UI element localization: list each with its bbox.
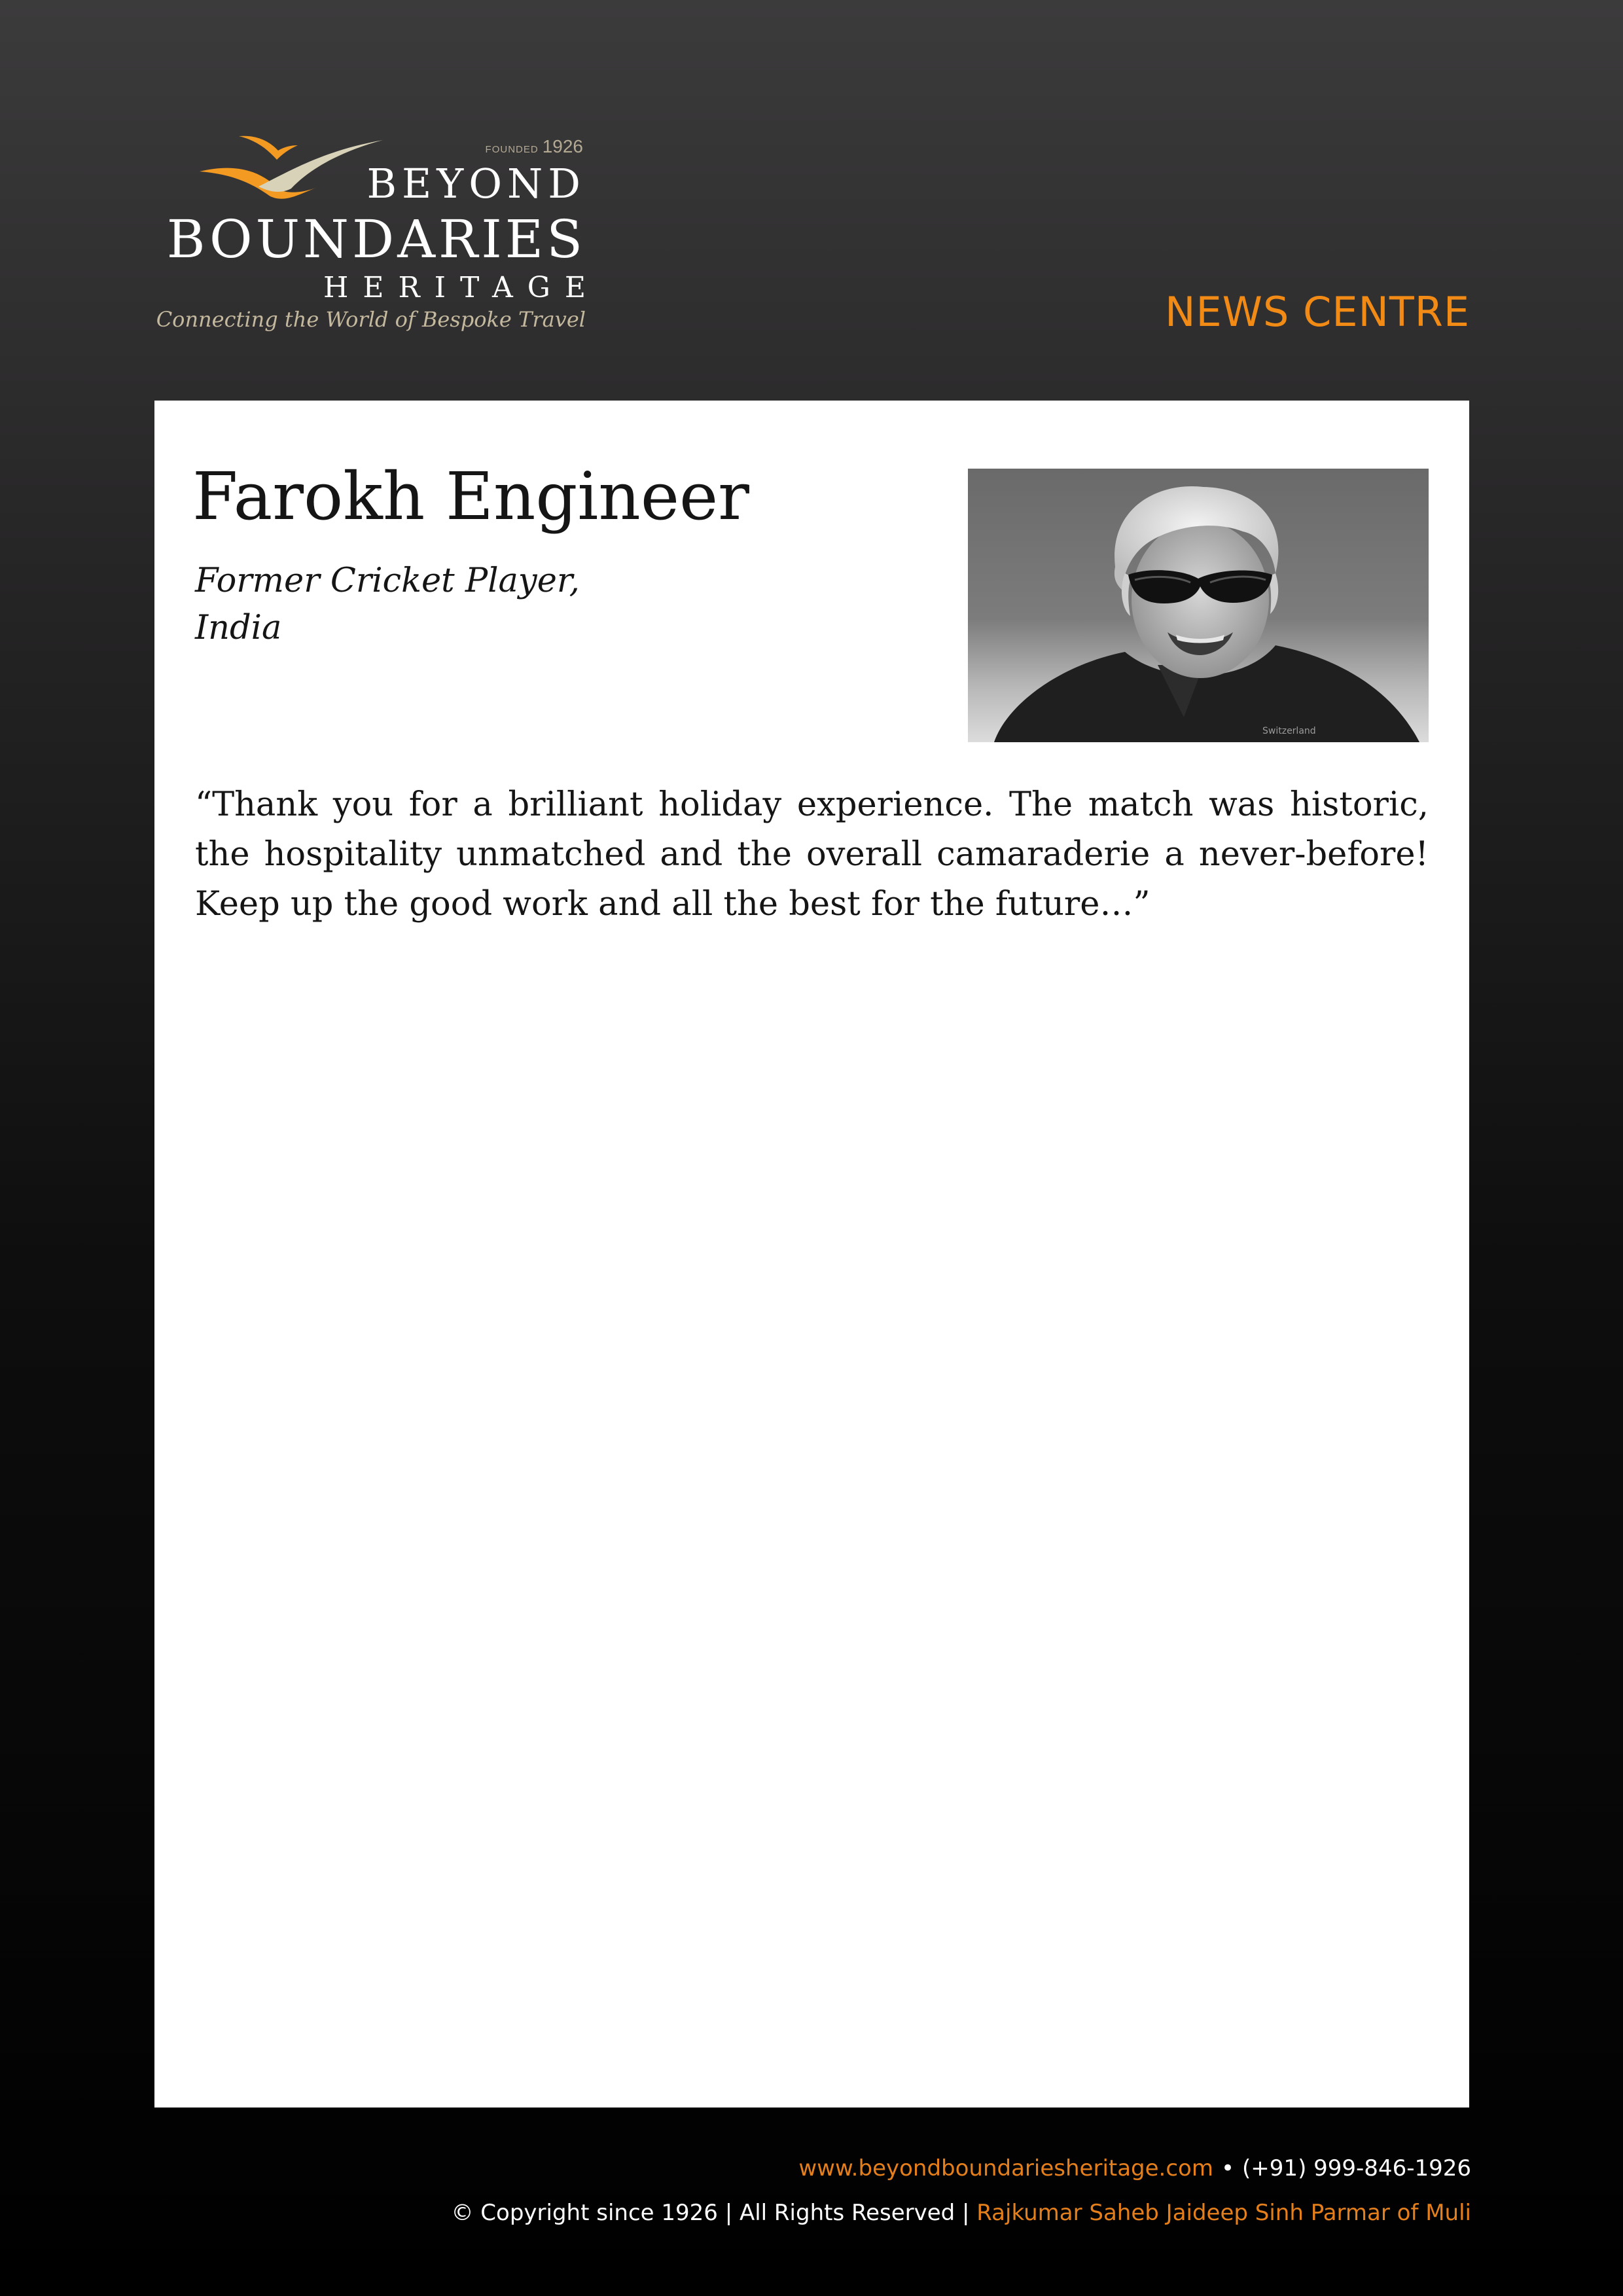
brand-logo[interactable] <box>156 131 600 347</box>
footer-bullet: • <box>1221 2155 1235 2181</box>
logo-founded-label: FOUNDED <box>485 144 539 155</box>
logo-word-boundaries: BOUNDARIES <box>166 209 586 270</box>
logo-word-beyond: BEYOND <box>366 160 586 207</box>
owner-name: Rajkumar Saheb Jaideep Sinh Parmar of Muli <box>976 2200 1471 2226</box>
logo-founded <box>486 136 583 157</box>
portrait-photo <box>968 469 1429 742</box>
person-title-country: India <box>195 609 282 647</box>
person-name: Farokh Engineer <box>192 458 749 535</box>
person-title-role: Former Cricket Player, <box>195 562 580 600</box>
logo-founded-year: 1926 <box>542 136 583 156</box>
footer-copyright <box>451 2202 1471 2224</box>
testimonial-quote: “Thank you for a brilliant holiday experience. The match was historic, the hospitality unmatched and the overall camaraderie a never-before! Keep up the good work and all the best for the future…” <box>195 785 1429 924</box>
logo-word-heritage: HERITAGE <box>323 271 600 304</box>
copyright-text: © Copyright since 1926 | All Rights Reserved | <box>451 2200 970 2226</box>
person-title <box>195 558 784 652</box>
svg-text:Switzerland: Switzerland <box>1262 726 1316 736</box>
section-title: NEWS CENTRE <box>1165 288 1470 336</box>
footer-contact <box>798 2157 1471 2179</box>
phone-number: (+91) 999-846-1926 <box>1242 2155 1471 2181</box>
logo-tagline: Connecting the World of Bespoke Travel <box>156 307 586 332</box>
testimonial-card <box>154 401 1469 2108</box>
website-link[interactable]: www.beyondboundariesheritage.com <box>798 2155 1213 2181</box>
birds-logo-icon <box>193 131 389 209</box>
